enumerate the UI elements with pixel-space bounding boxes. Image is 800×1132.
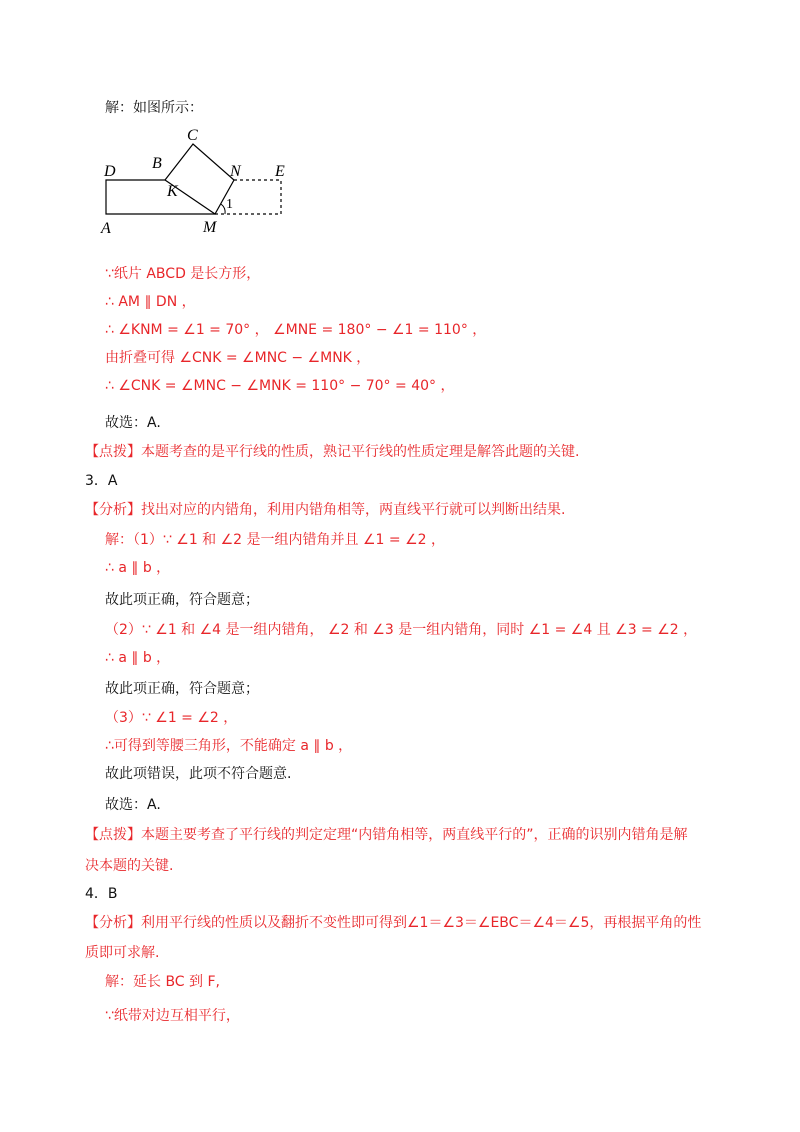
text-line: （2）∵ ∠1 和 ∠4 是一组内错角， ∠2 和 ∠3 是一组内错角，同时 ∠1 = ∠4 且 ∠3 = ∠2 ， <box>105 622 698 638</box>
text-line: ∵纸带对边互相平行， <box>105 1008 240 1024</box>
text-line: 故此项错误，此项不符合题意. <box>105 766 292 782</box>
label-A: A <box>101 220 111 237</box>
text-line: ∴ a ∥ b ， <box>105 560 171 576</box>
label-M: M <box>203 219 217 236</box>
label-D: D <box>104 163 116 180</box>
folded-part <box>165 144 234 214</box>
text-line: 【分析】利用平行线的性质以及翻折不变性即可得到∠1＝∠3＝∠EBC＝∠4＝∠5，再根据平角的性 <box>85 915 702 931</box>
text-line: 质即可求解. <box>85 945 160 961</box>
text-line: ∴ ∠CNK = ∠MNC − ∠MNK = 110° − 70° = 40° ， <box>105 378 455 394</box>
text-line: 故选：A. <box>105 797 161 813</box>
text-line: （3）∵ ∠1 = ∠2 ， <box>105 710 238 726</box>
label-C: C <box>187 127 198 144</box>
angle-1-arc <box>221 204 225 214</box>
text-line: ∵纸片 ABCD 是长方形， <box>105 266 261 282</box>
text-line: 【点拨】本题主要考查了平行线的判定定理“内错角相等，两直线平行的”，正确的识别内错角是解 <box>85 827 688 843</box>
text-line: 【点拨】本题考查的是平行线的性质，熟记平行线的性质定理是解答此题的关键. <box>85 444 580 460</box>
label-N: N <box>230 163 241 180</box>
label-angle-1: 1 <box>226 197 233 212</box>
text-line: 由折叠可得 ∠CNK = ∠MNC − ∠MNK ， <box>105 350 371 366</box>
text-line: 【分析】找出对应的内错角，利用内错角相等，两直线平行就可以判断出结果. <box>85 502 566 518</box>
text-line: 4．B <box>85 886 118 902</box>
text-line: ∴ ∠KNM = ∠1 = 70° ， ∠MNE = 180° − ∠1 = 110° ， <box>105 322 487 338</box>
rect-left-part <box>106 180 215 214</box>
text-line: 故选：A. <box>105 415 161 431</box>
label-E: E <box>275 163 285 180</box>
text-line: ∴ AM ∥ DN ， <box>105 294 196 310</box>
text-line: 故此项正确，符合题意； <box>105 592 259 608</box>
text-line: 3．A <box>85 473 118 489</box>
text-line: ∴可得到等腰三角形，不能确定 a ∥ b ， <box>105 738 353 754</box>
folded-rectangle-figure <box>95 122 300 237</box>
text-line: 决本题的关键. <box>85 858 174 874</box>
text-line: ∴ a ∥ b ， <box>105 650 171 666</box>
text-line: 解：（1）∵ ∠1 和 ∠2 是一组内错角并且 ∠1 = ∠2 ， <box>105 532 445 548</box>
text-line: 解：延长 BC 到 F, <box>105 974 220 990</box>
label-K: K <box>167 183 178 200</box>
label-B: B <box>152 155 162 172</box>
text-line: 解：如图所示： <box>105 100 203 116</box>
text-line: 故此项正确，符合题意； <box>105 681 259 697</box>
